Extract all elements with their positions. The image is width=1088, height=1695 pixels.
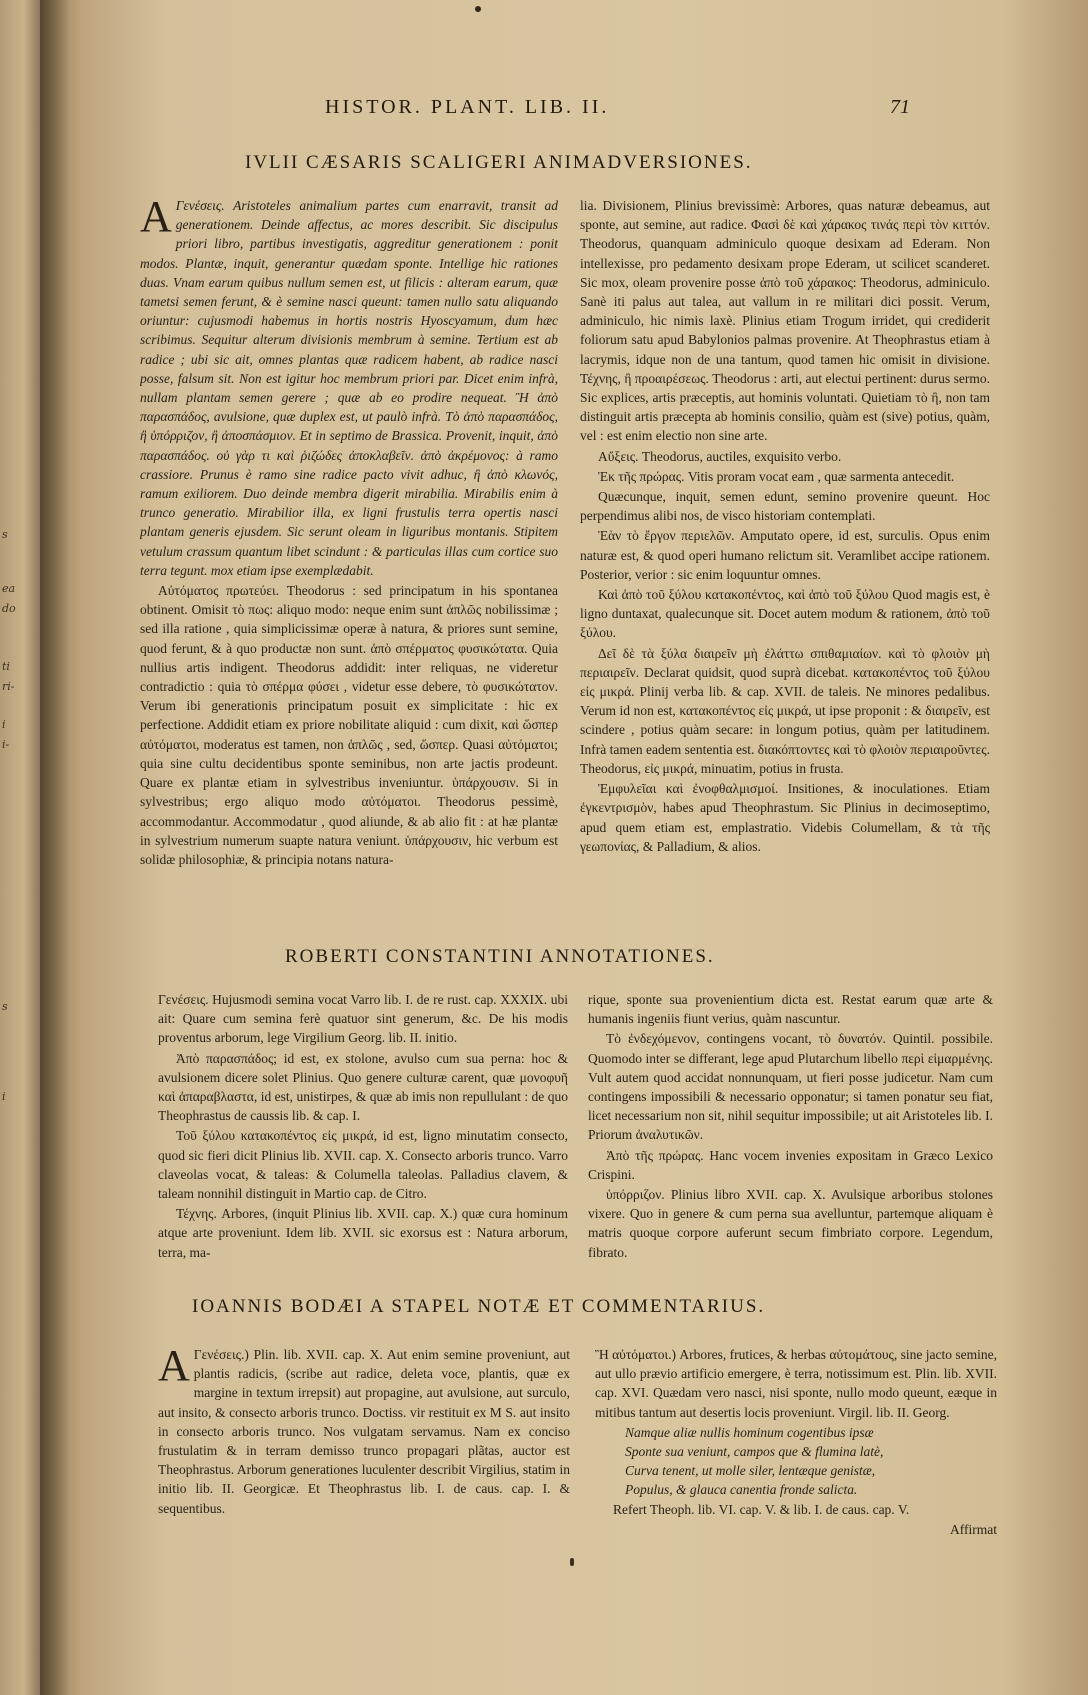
- facing-page-fragment: i: [2, 1090, 6, 1103]
- paragraph: Αὔξεις. Theodorus, auctiles, exquisito verbo.: [598, 448, 842, 464]
- running-head: HISTOR. PLANT. LIB. II.: [325, 96, 610, 118]
- section-title-scaliger: IVLII CÆSARIS SCALIGERI ANIMADVERSIONES.: [245, 152, 753, 173]
- paragraph: Τέχνης. Arbores, (inquit Plinius lib. XVII. cap. X.) quæ cura hominum atque arte proveniunt. Idem lib. XVII. sic exorsus est : Natura arborum, terra, ma-: [158, 1206, 568, 1260]
- facing-page-fragment: ti: [2, 660, 10, 673]
- verse-line: Populus, & glauca canentia fronde salicta.: [625, 1482, 858, 1498]
- gutter-shadow: [40, 0, 70, 1695]
- page-header: [40, 96, 1088, 126]
- paragraph: A Γενέσεις.) Plin. lib. XVII. cap. X. Aut enim semine proveniunt, aut plantis radicis, (scribe aut radice, deleta voce, plantis, quæ ex margine in textum irrepsit) aut propagine, aut avulsione, aut surculo, aut insito, & consecto arboris trunco. Doctiss. vir restituit ex M S. aut insito in consecto arboris trunco. Nos vulgatam servamus. Nam ex conciso frustulatim & in terram demisso trunco propagari plãtas, auctor est Theophrastus. Arborum generationes luculenter describit Virgilius, statim in initio lib. II. Georgicæ. Et Theophrastus lib. I. de caus. cap. I. & sequentibus.: [158, 1345, 570, 1516]
- facing-page-fragment: ea: [2, 582, 16, 595]
- paragraph: lia. Divisionem, Plinius brevissimè: Arbores, quas naturæ debeamus, aut sponte, aut semine, aut radice. Φασὶ δὲ καὶ χάρακος τινάς περὶ τὸν κιττόν. Theodorus, quanquam adminiculo quoque desixam ad Ederam. Non intellexisse, pro pedamento desixam prope Ederam, ut scilicet scanderet. Sic mox, oleam provenire posse ἀπὸ τοῦ χάρακος: Theodorus, adminiculo. Sanè iti palus aut talea, aut vallum in re militari dici possit. Verum, adminiculo, hic nimis laxè. Plinius etiam Trogum irridet, qui crediderit foliorum satu apud Babylonios palmas provenire. At Theophrastus etiam à lacrymis, idque non de una tantum, quod tamen hic omisit in divisione. Τέχνης, ἢ προαιρέσεως. Theodorus : arti, aut electui pertinent: durus sermo. Sic explices, artis præceptis, aut hominis voluntati. Quietiam τὸ ἢ, non tam distinguit artis præcepta ab hominis consilio, quàm est (sive) potius, quàm, vel : est enim electio non sine arte.: [580, 198, 990, 444]
- paragraph: Refert Theoph. lib. VI. cap. V. & lib. I. de caus. cap. V.: [613, 1501, 910, 1517]
- page-number: 71: [890, 96, 910, 118]
- constantini-right-column: [588, 990, 993, 1285]
- paragraph: Ἐκ τῆς πρώρας. Vitis proram vocat eam , quæ sarmenta antecedit.: [598, 468, 955, 484]
- paragraph: A Γενέσεις. Aristoteles animalium partes cum enarravit, transit ad generationem. Deinde affectus, ac mores describit. Sic discipulus priori libro, partibus investigatis, aggreditur generationem : ponit modos. Plantæ, inquit, generantur quædam sponte. Intellige hic rationes duas. Vnam earum quibus nullum semen est, ut filicis : alteram earum, quæ tametsi semen ferunt, & è semine nasci queunt: tamen nullo satu aliquando oriuntur: cujusmodi habemus in hortis nostris Hyoscyamum, dum hæc scribimus. Sequitur alterum divisionis membrum à semine. Tertium est ab radice ; ubi sic ait, omnes plantas quæ radicem habent, ab radice nasci posse, falsum sit. Non est igitur hoc membrum priori par. Dicet enim infrà, nullam plantam semen gerere ; quæ ab eo prodire nequeat. Ἢ ἀπὸ παρασπάδος, avulsione, quæ duplex est, ut paulò infrà. Τὸ ἀπὸ παρασπάδος, ἢ ὑπόρριζον, ἢ ἀποσπάσμιον. Et in septimo de Brassica. Provenit, inquit, ἀπὸ παρασπάδος. οὐ γὰρ τι καὶ ῥιζώδες ἀποκλαβεῖν. ἀπὸ ἀκρέμονος: à ramo crassiore. Prunus è ramo sine radice pacto vivit adhuc, ἢ ἀπὸ κλωνός, ramum exiliorem. Duo deinde membra digerit mirabilia. Mirabilis enim à trunco generatio. Mirabilior illa, ex ligni frustulis terra opertis nasci plantam generis ejusdem. Sic serunt oleam in liguribus montanis. Stipitem vetulum crassum quantum libet scindunt : & particulas illas cum cortice suo terra tegunt. mox etiam ipse exemplædabit.: [140, 196, 558, 578]
- constantini-left-column: [158, 990, 568, 1285]
- section-title-bodaei: IOANNIS BODÆI A STAPEL NOTÆ ET COMMENTARIUS.: [192, 1296, 766, 1317]
- paragraph: Ἐὰν τὸ ἔργον περιελῶν. Amputato opere, id est, surculis. Opus enim naturæ est, & quod operi humano relictum sit. Veramlibet accipe rationem. Posterior, verior : sic enim loquuntur omnes.: [580, 528, 990, 582]
- paragraph: rique, sponte sua provenientium dicta est. Restat earum quæ arte & humanis ingeniis fiunt verius, quàm nascuntur.: [588, 992, 993, 1027]
- scaliger-right-column: [580, 196, 990, 921]
- paragraph: Καὶ ἀπὸ τοῦ ξύλου κατακοπέντος, καὶ ἀπὸ τοῦ ξύλου Quod magis est, è ligno duntaxat, qualecunque sit. Docet autem modum & rationem, ἀπὸ τοῦ ξύλου.: [580, 587, 990, 641]
- bodaei-right-column: [595, 1345, 997, 1555]
- book-page: [40, 0, 1088, 1695]
- verse-line: Sponte sua veniunt, campos que & flumina latè,: [625, 1444, 884, 1460]
- paragraph: Δεῖ δὲ τὰ ξύλα διαιρεῖν μὴ ἐλάττω σπιθαμιαίων. καὶ τὸ φλοιὸν μὴ περιαιρεῖν. Declarat quidsit, quod suprà dicebat. κατακοπέντος τοῦ ξύλου εἰς μικρά. Plinij verba lib. & cap. XVII. de taleis. Ne minores pedalibus. Verum id non est, κατακοπέντος εἰς μικρά, ut ipse proponit : & διαιρεῖν, est scindere , potius quàm secare: in longum potius, quàm per latitudinem. Infrà tamen eadem sententia est. διακόπτοντες καὶ τὸ φλοιὸν περιαιροῦντες. Theodorus, εἰς μικρά, minuatim, potius in frusta.: [580, 645, 990, 776]
- verse-line: Curva tenent, ut molle siler, lentæque genistæ,: [625, 1463, 876, 1479]
- paragraph: Τὸ ἐνδεχόμενον, contingens vocant, τὸ δυνατόν. Quintil. possibile. Quomodo inter se differant, lege apud Plutarchum libello περὶ εἱμαρμένης. Vult autem quod accidat nonnunquam, ut fieri posse judicetur. Nam cum contingens impossibili & necessario opponatur; si tamen ponatur seu fiat, licet necessarium non sit, nihil sequitur impossibile; ut ait Aristoteles lib. I. Priorum ἀναλυτικῶν.: [588, 1031, 993, 1143]
- facing-page-fragment: s: [2, 1000, 8, 1013]
- facing-page-fragment: i: [2, 718, 6, 731]
- paragraph: Αὐτόματος πρωτεύει. Theodorus : sed principatum in his spontanea obtinent. Omisit τὸ πως: aliquo modo: neque enim sunt ἁπλῶς nobilissimæ ; sed illa ratione , quia simplicissimæ operæ à natura, & priores sunt semine, quod ferunt, & à quo productæ non sunt. ἀπὸ σπέρματος φυσικώτατα. Quia nullius artis indigent. Theodorus addidit: inter reliquas, ne videretur contradictio : quia τὸ σπέρμα φύσει , videtur esse debere, τὸ φυσικώτατον. Verum ibi generationis principatum posuit ex simplicitate : hic ex perfectione. Addidit etiam ex priore nobilitate aliquid : cum dixit, καὶ ὥσπερ αὐτόματοι, moderatus est tamen, non ἁπλῶς , sed, ὥσπερ. Quasi αὐτόματοι; quia sine cultu decidentibus sponte seminibus, non arte jactis prodeunt. Quare ex plantæ etiam in sylvestribus inveniuntur. ὑπάρχουσιν. Si in sylvestribus; ergo aliquo modo αὐτόματοι. Theodorus pessimè, accommodantur. Accommodatur , quod aliunde, & ab alio fit : at hæ plantæ in sylvestrium numerum suapte natura veniunt. ὑπάρχουσιν, hic verbum est solidæ philosophiæ, & principia notans natura-: [140, 583, 558, 867]
- facing-page-fragment: ri-: [2, 680, 15, 693]
- facing-page-edge: [0, 0, 40, 1695]
- paragraph: Ἢ αὐτόματοι.) Arbores, frutices, & herbas αὐτομάτους, sine jacto semine, aut ullo prævio artificio emergere, è terra, notissimum est. Plin. lib. XVII. cap. XVI. Quædam vero nasci, nisi sponte, nullo modo queunt, eæque in mitibus tantum aut desertis locis proveniunt. Virgil. lib. II. Georg.: [595, 1347, 997, 1420]
- section-title-constantini: ROBERTI CONSTANTINI ANNOTATIONES.: [285, 946, 715, 967]
- paragraph: Γενέσεις. Hujusmodi semina vocat Varro lib. I. de re rust. cap. XXXIX. ubi ait: Quare cum semina ferè quatuor sint generum, &c. De his modis proventus arborum, lege Virgilium Georg. lib. II. initio.: [158, 992, 568, 1046]
- facing-page-fragment: s: [2, 528, 8, 541]
- paragraph: Quæcunque, inquit, semen edunt, semino provenire queunt. Hoc perpendimus alibi nos, de visco historiam contemplati.: [580, 489, 990, 524]
- catchword: Affirmat: [950, 1521, 997, 1537]
- drop-cap: A: [158, 1345, 190, 1390]
- facing-page-fragment: do: [2, 602, 16, 615]
- ink-spot: [570, 1558, 574, 1566]
- paragraph: Τοῦ ξύλου κατακοπέντος εἰς μικρά, id est, ligno minutatim consecto, quod sic fieri dicit Plinius lib. XVII. cap. X. Consecto arboris trunco. Varro claveolas vocat, & taleas: & Columella taleolas. Palladius clavem, & taleam nonnihil distinguit in Martio cap. de Citro.: [158, 1128, 568, 1202]
- paragraph: Ἐμφυλεῖαι καὶ ἐνοφθαλμισμοί. Insitiones, & inoculationes. Etiam ἐγκεντρισμὸν, habes apud Theophrastum. Sic Plinius in decimoseptimo, apud quem etiam est, emplastratio. Videbis Columellam, & τὰ τῆς γεωπονίας, & Palladium, & alios.: [580, 781, 990, 854]
- paragraph: Ἀπὸ παρασπάδος; id est, ex stolone, avulso cum sua perna: hoc & avulsionem dicere solet Plinius. Quo genere culturæ carent, quæ μονοφυῆ καὶ ἀπαραβλαστα, id est, unistirpes, & quæ ab imis non repullulant : de quo Theophrastus de caussis lib. & cap. I.: [158, 1050, 568, 1124]
- verse-line: Namque aliæ nullis hominum cogentibus ipsæ: [625, 1424, 874, 1440]
- paragraph: ὑπόρριζον. Plinius libro XVII. cap. X. Avulsique arboribus stolones vixere. Quo in genere & cum perna sua avelluntur, partemque aliquam è matris quoque corpore auferunt secum fimbriato corpore. Legendum, fibrato.: [588, 1187, 993, 1260]
- bodaei-left-column: [158, 1345, 570, 1545]
- paragraph: Ἀπὸ τῆς πρώρας. Hanc vocem invenies expositam in Græco Lexico Crispini.: [588, 1147, 993, 1182]
- facing-page-fragment: i-: [2, 738, 10, 751]
- drop-cap: A: [140, 196, 172, 241]
- ink-spot: [475, 6, 481, 12]
- scaliger-left-column: [140, 196, 558, 921]
